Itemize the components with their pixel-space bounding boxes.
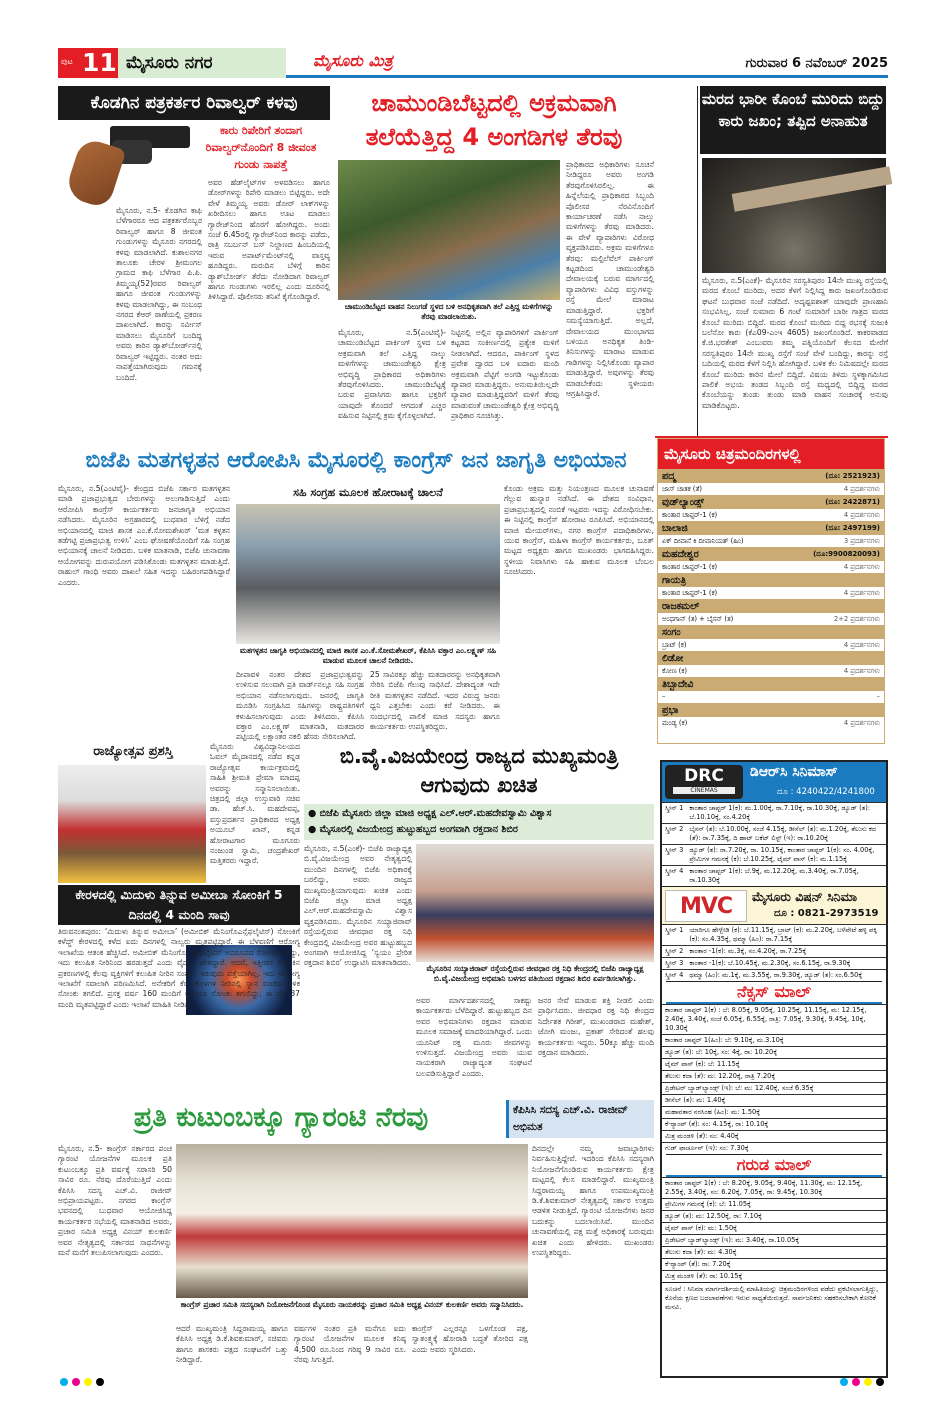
mall-row [662, 1119, 886, 1131]
mall-row [662, 1083, 886, 1095]
headline: ಪ್ರತಿ ಕುಟುಂಬಕ್ಕೂ ಗ್ಯಾರಂಟಿ ನೆರವು [133, 1102, 429, 1133]
show-count: 4 ಪ್ರದರ್ಶನಗಳು [781, 717, 884, 729]
mall-row [662, 1199, 886, 1211]
signature-campaign-photo [236, 504, 500, 644]
cinema-guide-note: ಸೂಚನೆ : ಸಿನಿಮಾ ಮಾರ್ಗದರ್ಶಿಯಲ್ಲಿ ಮಾಹಿತಿಯನ್ನು ಚಿತ್ರಮಂದಿರಗಳಿಂದ ಪಡೆದು ಪ್ರಕಟಿಸಲಾಗುತ್ತಿದ್ದು, ಕೊನೆಯ ಕ್ಷಣದ ಬದಲಾವಣೆಗಳು ಇರುವ ಸಾಧ್ಯತೆಯಿರುತ್ತದೆ. ಸಾರ್ವಜನಿಕರು ಸಹಕರಿಸಬೇಕಾಗಿ ಕೋರಿಕೆ ಮನವಿ. [662, 1282, 886, 1314]
article-body: ಮೈಸೂರು, ನ.5(ಎಂಕೆ)- ಮೈಸೂರಿನ ಸರಸ್ವತಿಪುರಂ 14ನೇ ಮುಖ್ಯ ರಸ್ತೆಯಲ್ಲಿ ಮರದ ಕೊಂಬೆ ಮುರಿದು, ಅದರ ಕೆಳಗೆ ನಿಲ್ಲಿಸಿದ್ದ ಕಾರು ಜಖಂಗೊಂಡಿರುವ ಘಟನೆ ಬುಧವಾರ ಸಂಜೆ ನಡೆದಿದೆ. ಅದೃಷ್ಟವಶಾತ್ ಯಾವುದೇ ಪ್ರಾಣಹಾನಿ ಸಂಭವಿಸಿಲ್ಲ. ಸಂಜೆ ಸುಮಾರು 6 ಗಂಟೆ ಸುಮಾರಿಗೆ ಬಾರೀ ಗಾತ್ರದ ಮರದ ಕೊಂಬೆ ಮುರಿದು ಬಿದ್ದಿದೆ. ಮರದ ಕೊಂಬೆ ಮುರಿದು ಬಿದ್ದ ರಭಸಕ್ಕೆ ಸುಜುಕಿ ಬಲೆನೋ ಕಾರು (ಕೆಎ09-ಎಂಇ 4605) ಜಖಂಗೊಂಡಿದೆ. ಕಾಕರವಾಡದ ಕೆ.ಜಿ.ಭರತೇಶ್ ಎಂಬುವರು ತಮ್ಮ ಪತ್ನಿಯೊಂದಿಗೆ ಕೆಲಸದ ಮೇರೆಗೆ ಸರಸ್ವತಿಪುರಂ 14ನೇ ಮುಖ್ಯ ರಸ್ತೆಗೆ ಸಂಜೆ ವೇಳೆ ಬಂದಿದ್ದು, ಕಾರನ್ನು ರಸ್ತೆ ಬದಿಯಲ್ಲಿ ಮರದ ಕೆಳಗೆ ನಿಲ್ಲಿಸಿ ಹೋಗಿದ್ದಾರೆ. ಬಳಿಕ ಕೆಲ ನಿಮಿಷದಲ್ಲೇ ಮರದ ಕೊಂಬೆ ಮುರಿದು ಕಾರಿನ ಮೇಲೆ ಬಿದ್ದಿದೆ. ವಿಷಯ ತಿಳಿದು ಸ್ಥಳಕ್ಕಾಗಮಿಸಿದ ಪಾಲಿಕೆ ಅಭಯ ತಂಡದ ಸಿಬ್ಬಂದಿ ರಸ್ತೆ ಮಧ್ಯದಲ್ಲಿ ಬಿದ್ದಿದ್ದ ಮರದ ಕೊಂಬೆಯನ್ನು ತುಂಡು ತುಂಡು ಮಾಡಿ ವಾಹನ ಸಂಚಾರಕ್ಕೆ ಅನುವು ಮಾಡಿಕೊಟ್ಟರು. [702, 276, 888, 410]
article-body-col3: ಜನರ ಸೇವೆ ಮಾಡುವ ಶಕ್ತಿ ನೀಡಲಿ ಎಂದು ಪ್ರಾರ್ಥಿಸಿದರು. ಜೀವಧಾರ ರಕ್ತ ನಿಧಿ ಕೇಂದ್ರದ ನಿರ್ದೇಶಕ ಗಿರೀಶ್, ಮುಖಂಡರಾದ ಮಹೇಶ್, ಜೋಗಿ ಮಂಜು, ಪ್ರಕಾಶ್ ಸೇರಿದಂತೆ ಹಲವು ಕಾರ್ಯಕರ್ತರು ಇದ್ದರು. 50ಕ್ಕೂ ಹೆಚ್ಚು ಮಂದಿ ರಕ್ತದಾನ ಮಾಡಿದರು. [538, 996, 654, 1058]
photo-caption: ಕಾಂಗ್ರೆಸ್ ಪ್ರಚಾರ ಸಮಿತಿ ಸದಸ್ಯರಾಗಿ ನಿಯೋಜನೆಗೊಂಡ ಮೈಸೂರು ನಾಯಕರನ್ನು ಪ್ರಚಾರ ಸಮಿತಿ ಅಧ್ಯಕ್ಷ ವಿನಯ್ ಕುಲಕರ್ಣಿ ಅವರು ಸನ್ಮಾನಿಸಿದರು. [180, 1300, 524, 1309]
article-body-col1: ಮೈಸೂರು, ನ.5- ಕಾಂಗ್ರೆಸ್ ಸರ್ಕಾರದ ಪಂಚ ಗ್ಯಾರಂಟಿ ಯೋಜನೆಗಳ ಮೂಲಕ ಪ್ರತಿ ಕುಟುಂಬಕ್ಕೂ ಪ್ರತಿ ವರ್ಷಕ್ಕೆ ಸರಾಸರಿ 50 ಸಾವಿರ ರೂ. ನೆರವು ದೊರೆಯುತ್ತಿದೆ ಎಂದು ಕೆಪಿಸಿಸಿ ಸದಸ್ಯ ಎಚ್.ವಿ. ರಾಜೀವ್ ಅಭಿಪ್ರಾಯಪಟ್ಟರು. ನಗರದ ಕಾಂಗ್ರೆಸ್ ಭವನದಲ್ಲಿ ಬುಧವಾರ ಆಯೋಜಿಸಿದ್ದ ಕಾರ್ಯಕರ್ತರ ಸಭೆಯಲ್ಲಿ ಮಾತನಾಡಿದ ಅವರು, ಪ್ರಚಾರ ಸಮಿತಿ ಅಧ್ಯಕ್ಷ ವಿನಯ್ ಕುಲಕರ್ಣಿ ಅವರ ನೇತೃತ್ವದಲ್ಲಿ ಸರ್ಕಾರದ ಸಾಧನೆಗಳನ್ನು ಮನೆ ಮನೆಗೆ ತಲುಪಿಸಲಾಗುವುದು ಎಂದರು. [58, 1144, 172, 1258]
article-body-col2: ಅವರ ಹೆಡ್‌ಲೈಟ್‌ಗಳ ಅಳವಡಿಸಲು ಹಾಗೂ ಡೋರ್‌ಗಳನ್ನು ರಿಪೇರಿ ಮಾಡಲು ಬಿಟ್ಟಿದ್ದರು. ಅದೇ ವೇಳೆ ತಿಮ್ಮಯ್ಯ ಅವರು ಡೋರ್ ಲಾಕ್‌ಗಳನ್ನು ಖರೀದಿಸಲು ಹಾಗೂ ಊಟ ಮಾಡಲು ಗ್ಯಾರೇಜ್‌ನಿಂದ ಹೊರಗೆ ಹೋಗಿದ್ದರು. ಅಂದು ಸಂಜೆ 6.45ರಲ್ಲಿ ಗ್ಯಾರೇಜ್‌ನಿಂದ ಕಾರನ್ನು ಪಡೆದು, ರಾತ್ರಿ ಸಬರ್ಬನ್ ಬಸ್ ನಿಲ್ದಾಣದ ಹಿಂಬದಿಯಲ್ಲಿ ಇರುವ ಅಪಾರ್ಟ್‌ಮೆಂಟ್‌ನಲ್ಲಿ ವಾಸ್ತವ್ಯ ಹೂಡಿದ್ದರು. ಮರುದಿನ ಬೆಳಿಗ್ಗೆ ಕಾರಿನ ಡ್ಯಾಶ್‌ಬೋರ್ಡ್ ತೆರೆದು ನೋಡಿದಾಗ ರಿವಾಲ್ವರ್ ಹಾಗೂ ಗುಂಡುಗಳು ಇರಲಿಲ್ಲ ಎಂದು ದೂರಿನಲ್ಲಿ ತಿಳಿಸಿದ್ದಾರೆ. ಪೊಲೀಸರು ತನಿಖೆ ಕೈಗೊಂಡಿದ್ದಾರೆ. [208, 178, 330, 302]
mall-row [662, 1235, 886, 1247]
film-title: ಏಕ್ ದೀವಾನೆ ಕಿ ದೀವಾನಿಯತ್ (ಹಿಂ) [658, 535, 781, 547]
photo-caption: ಮತಗಳ್ಳತನ ಜಾಗೃತಿ ಅಭಿಯಾನದಲ್ಲಿ ಮಾಜಿ ಶಾಸಕ ಎಂ.ಕೆ.ಸೋಮಶೇಖರ್, ಕೆಪಿಸಿಸಿ ವಕ್ತಾರ ಎಂ.ಲಕ್ಷ್ಮಣ್ ಸಹಿ ಮಾಡುವ ಮೂಲಕ ಚಾಲನೆ ನೀಡಿದರು. [239, 646, 497, 665]
film-title: ಮಂಡ್ಯ (ಕ) [658, 717, 781, 729]
article-body-col1: ಮೈಸೂರು, ನ.5- ಕೊಡಗಿನ ಕಾಫಿ ಬೆಳೆಗಾರರೂ ಆದ ಪತ್ರಕರ್ತರೊಬ್ಬರ ರಿವಾಲ್ವರ್ ಹಾಗೂ 8 ಜೀವಂತ ಗುಂಡುಗಳನ್ನು ಮೈಸೂರು ನಗರದಲ್ಲಿ ಕಳವು ಮಾಡಲಾಗಿದೆ. ಕುಶಾಲನಗರ ತಾಲೂಕು ಚೇರಳ ಶ್ರೀಮಂಗಲ ಗ್ರಾಮದ ಕಾಫಿ ಬೆಳೆಗಾರ ಪಿ.ಪಿ. ತಿಮ್ಮಯ್ಯ(52)ರವರ ರಿವಾಲ್ವರ್ ಹಾಗೂ ಜೀವಂತ ಗುಂಡುಗಳನ್ನು ಕಳವು ಮಾಡಲಾಗಿದ್ದು, ಈ ಸಂಬಂಧ ನಗರದ ಕೆಆರ್ ಠಾಣೆಯಲ್ಲಿ ಪ್ರಕರಣ ದಾಖಲಾಗಿದೆ. ಕಾರನ್ನು ಸರ್ವೀಸ್ ಮಾಡಿಸಲು ಮೈಸೂರಿಗೆ ಬಂದಿದ್ದ ಅವರು ಕಾರಿನ ಡ್ಯಾಶ್‌ಬೋರ್ಡ್‌ನಲ್ಲಿ ರಿವಾಲ್ವರ್ ಇಟ್ಟಿದ್ದರು. ನಂತರ ಅದು ನಾಪತ್ತೆಯಾಗಿರುವುದು ಗಮನಕ್ಕೆ ಬಂದಿದೆ. [116, 206, 202, 382]
theatre-show-row [658, 535, 884, 547]
revolver-photo [62, 122, 194, 206]
section-name: ಮೈಸೂರು ನಗರ [118, 48, 286, 78]
film-title: ಕೋಣ (ಕ) [658, 665, 781, 677]
screen-number: ಸ್ಕ್ರೀನ್ 4 [662, 866, 686, 887]
mall-showtimes: ಡ್ಯೂಡ್ (ತ): ಬೆ: 10ಕ್ಕೆ, ಸಂ: 4ಕ್ಕೆ, ರಾ: 10.20ಕ್ಕೆ [662, 1047, 886, 1059]
drc-title: ಡಿಆರ್‌ಸಿ ಸಿನಿಮಾಸ್ [750, 764, 838, 780]
mall-row [662, 1047, 886, 1059]
screen-number: ಸ್ಕ್ರೀನ್ 1 [662, 803, 686, 824]
header-rule [286, 75, 888, 78]
mall-showtimes: ಪ್ರಿಡೇಟರ್ ಬ್ಯಾಡ್‌ಲ್ಯಾಂಡ್ಸ್ (ಇ): ಮ: 3.40ಕ್ಕೆ, ರಾ.10.05ಕ್ಕೆ [662, 1235, 886, 1247]
theatre-name: ಪ್ರಭಾ [658, 703, 781, 717]
screen-showtimes: ಥಮ್ಮಾ (ಹಿಂ): ಮ.1ಕ್ಕೆ, ಮ.3.55ಕ್ಕೆ, ರಾ.9.30ಕ್ಕೆ, ಡ್ಯೂಡ್ (ತ): ಸಂ.6.50ಕ್ಕೆ [686, 970, 886, 982]
theatre-show-row [658, 613, 884, 625]
film-title: ಜಾಸ್ ಚಾತಕ (ತೆ) [658, 483, 781, 495]
article-congress-campaign [58, 442, 654, 742]
mall-row [662, 1005, 886, 1035]
drc-phone: ದೂ : 4240422/4241800 [777, 787, 875, 797]
theatre-name: ಲಿಡೋ [658, 651, 781, 665]
gun-grip [64, 136, 127, 209]
theatre-phone: (ದೂ: 2521923) [781, 469, 884, 483]
bullet-item: ● ಮೈಸೂರಲ್ಲಿ ವಿಜಯೇಂದ್ರ ಹುಟ್ಟುಹಬ್ಬದ ಅಂಗವಾಗಿ ರಕ್ತದಾನ ಶಿಬಿರ [308, 824, 518, 835]
article-body: ಮೈಸೂರು ವಿಶ್ವವಿದ್ಯಾನಿಲಯದ ಓವಲ್ ಮೈದಾನದಲ್ಲಿ ನಡೆದ ಕನ್ನಡ ರಾಜ್ಯೋತ್ಸವ ಕಾರ್ಯಕ್ರಮದಲ್ಲಿ ಸಾಹಿತಿ ಶ್ರೀಮತಿ ಪ್ರೇಮಾ ಮಾದಪ್ಪ ಅವರನ್ನು ಸನ್ಮಾನಿಸಲಾಯಿತು. ಚಿತ್ರದಲ್ಲಿ ಜಿಲ್ಲಾ ಉಸ್ತುವಾರಿ ಸಚಿವ ಡಾ. ಹೆಚ್.ಸಿ. ಮಹದೇವಪ್ಪ, ವಸ್ತುಪ್ರದರ್ಶನ ಪ್ರಾಧಿಕಾರದ ಅಧ್ಯಕ್ಷ ಅಯೂಬ್ ಖಾನ್, ಕನ್ನಡ ಹೋರಾಟಗಾರ ಮೂಗೂರು ನಂಜುಂಡ ಸ್ವಾಮಿ, ಚಂದ್ರಶೇಖರ್ ಮತ್ತಿತರರು ಇದ್ದಾರೆ. [210, 742, 300, 866]
theatre-row [658, 599, 884, 613]
felicitation-photo [176, 1144, 528, 1298]
mall-row [662, 1071, 886, 1083]
mall-showtimes: ತೆಲುಸು ಕದಾ (ತೆ): ಮ: 4.30ಕ್ಕೆ [662, 1247, 886, 1259]
newspaper-logo: ಮೈಸೂರು ಮಿತ್ರ [313, 51, 393, 70]
theatre-row [658, 573, 884, 587]
article-body-col5: ಕಾಂಗ್ರೆಸ್ ಎಲ್ಲರನ್ನೂ ಒಳಗೊಂಡ ಪಕ್ಷ, ಸ್ವಾತಂತ್ರ್ಯಕ್ಕೆ ಹೋರಾಡಿ ಬದ್ಧತೆ ತೋರಿದ ಪಕ್ಷ ಎಂದು ಅವರು ಸ್ಮರಿಸಿದರು. [412, 1324, 528, 1354]
screen-showtimes: ಯಾರಿಗೂ ಹೇಳ್ಬೇಡಿ (ಕ): ಬೆ.11.15ಕ್ಕೆ, ಬ್ರಾಟ್ (ಕ): ಮ.2.20ಕ್ಕೆ, ಬಳೆಪೇಟೆ ಹಳ್ಳಿ ಪಕ್ಕಿ (ಕ): ಸಂ.4.35ಕ್ಕೆ, ಥಮ್ಮಾ (ಹಿಂ): ರಾ.7.15ಕ್ಕೆ [686, 925, 886, 946]
subheadline: ಸಹಿ ಸಂಗ್ರಹ ಮೂಲಕ ಹೋರಾಟಕ್ಕೆ ಚಾಲನೆ [293, 486, 443, 499]
mall-row [662, 1247, 886, 1259]
blood-donation-photo [416, 844, 654, 962]
show-count: 3 ಪ್ರದರ್ಶನಗಳು [781, 535, 884, 547]
theatre-name: ಗಾಯತ್ರಿ [658, 573, 781, 587]
film-title: – [658, 691, 781, 703]
mall-showtimes: ಮಹಾವತಾರ ನರಸಿಂಹ (ಹಿಂ): ಮ: 1.50ಕ್ಕೆ [662, 1107, 886, 1119]
mall-showtimes: ಡ್ಯೂಡ್ (ತ): ಮ: 12.50ಕ್ಕೆ, ರಾ: 7.10ಕ್ಕೆ [662, 1211, 886, 1223]
drc-header [662, 762, 886, 802]
theatre-row [658, 703, 884, 717]
show-count: 4 ಪ್ರದರ್ಶನಗಳು [781, 509, 884, 521]
mall-row [662, 1259, 886, 1271]
nexus-title: ನೆಕ್ಸಸ್ ಮಾಲ್ [666, 981, 882, 1004]
screen-showtimes: ಕಾಂತಾರ -1(ಕ): ಮ.3ಕ್ಕೆ, ಸಂ.4.20ಕ್ಕೆ, ರಾ.7.25ಕ್ಕೆ [686, 946, 886, 958]
theatre-show-row [658, 587, 884, 599]
mall-showtimes: ಪ್ರಿಡೇಟರ್ ಬ್ಯಾಡ್‌ಲ್ಯಾಂಡ್ಸ್ (ಇ): ಬೆ: ಮ: 12.40ಕ್ಕೆ, ಸಂಜೆ 6.35ಕ್ಕೆ [662, 1083, 886, 1095]
shops-demolition-photo [338, 160, 560, 300]
photo-caption: ಮೈಸೂರಿನ ಸಯ್ಯಾಜಿರಾವ್ ರಸ್ತೆಯಲ್ಲಿರುವ ಜೀವಧಾರ ರಕ್ತ ನಿಧಿ ಕೇಂದ್ರದಲ್ಲಿ ಬಿಜೆಪಿ ರಾಜ್ಯಾಧ್ಯಕ್ಷ ಬಿ.ವೈ.ವಿಜಯೇಂದ್ರ ಅಭಿಮಾನಿ ಬಳಗದ ವತಿಯಿಂದ ರಕ್ತದಾನ ಶಿಬಿರ ಏರ್ಪಡಿಸಲಾಗಿತ್ತು. [426, 964, 644, 983]
article-body-col3: 25 ಸಾವಿರಕ್ಕೂ ಹೆಚ್ಚು ಮತದಾರರನ್ನು ಅನಧಿಕೃತವಾಗಿ ಸೇರಿಸಿ ಬಿಜೆಪಿ ಗೆಲುವು ಸಾಧಿಸಿದೆ. ದೇಶಾದ್ಯಂತ ಇದೇ ರೀತಿ ಮತಗಳ್ಳತನ ನಡೆದಿದೆ. ಇದರ ವಿರುದ್ಧ ಜನರು ಧ್ವನಿ ಎತ್ತಬೇಕು ಎಂದು ಕರೆ ನೀಡಿದರು. ಈ ಸಂದರ್ಭದಲ್ಲಿ ಪಾಲಿಕೆ ಮಾಜಿ ಸದಸ್ಯರು ಹಾಗೂ ಕಾರ್ಯಕರ್ತರು ಉಪಸ್ಥಿತರಿದ್ದರು. [370, 670, 500, 732]
mall-showtimes: ಮಿತ್ರ ಮಂಡಳಿ (ತೆ): ರಾ: 10.15ಕ್ಕೆ [662, 1271, 886, 1283]
theatre-row [658, 677, 884, 691]
screen-row [662, 958, 886, 970]
page-number-box [58, 48, 118, 78]
theatre-row [658, 625, 884, 639]
headline: ಬಿ.ವೈ.ವಿಜಯೇಂದ್ರ ರಾಜ್ಯದ ಮುಖ್ಯಮಂತ್ರಿ ಆಗುವುದು ಖಚಿತ [339, 744, 619, 797]
issue-date: ಗುರುವಾರ 6 ನವೆಂಬರ್ 2025 [745, 56, 888, 71]
theatre-phone [781, 651, 884, 665]
mall-showtimes: ಟೈಮ್ ಪಾಸ್ (ಕ): ಮ: 1.50ಕ್ಕೆ [662, 1223, 886, 1235]
screen-number: ಸ್ಕ್ರೀನ್ 3 [662, 958, 686, 970]
article-vijayendra [304, 742, 654, 1090]
theatre-phone: (ದೂ: 2497199) [781, 521, 884, 535]
theatre-name: ವುಡ್‌ಲ್ಯಾಂಡ್ಸ್ [658, 495, 781, 509]
theatre-show-row [658, 483, 884, 495]
article-tree-fall [700, 86, 888, 436]
article-chamundi [334, 86, 654, 436]
drc-logo-sub: CINEMAS [673, 787, 735, 794]
article-body-col1: ಮೈಸೂರು, ನ.5(ಎಂಟಿವೈ)- ಕೇಂದ್ರದ ಬಿಜೆಪಿ ಸರ್ಕಾರ ಮತಗಳ್ಳತನ ಮಾಡಿ ಪ್ರಜಾಪ್ರಭುತ್ವದ ಬೇರುಗಳನ್ನು ಅಲುಗಾಡಿಸುತ್ತಿದೆ ಎಂದು ಆರೋಪಿಸಿ ಕಾಂಗ್ರೆಸ್ ಕಾರ್ಯಕರ್ತರು ಜನಜಾಗೃತಿ ಅಭಿಯಾನ ನಡೆಸಿದರು. ಮೈಸೂರಿನ ಅಗ್ರಹಾರದಲ್ಲಿ ಬುಧವಾರ ಬೆಳಿಗ್ಗೆ ನಡೆದ ಅಭಿಯಾನದಲ್ಲಿ ಮಾಜಿ ಶಾಸಕ ಎಂ.ಕೆ.ಸೋಮಶೇಖರ್ ‘ಮತ ಕಳ್ಳತನ ತಡೆಗಟ್ಟಿ ಪ್ರಜಾಪ್ರಭುತ್ವ ಉಳಿಸಿ’ ಎಂಬ ಘೋಷಣೆಯೊಂದಿಗೆ ಸಹಿ ಸಂಗ್ರಹ ಅಭಿಯಾನಕ್ಕೆ ಚಾಲನೆ ನೀಡಿದರು. ಬಳಿಕ ಮಾತನಾಡಿ, ಬಿಜೆಪಿ ಚುನಾವಣಾ ಆಯೋಗವನ್ನು ದುರುಪಯೋಗ ಪಡಿಸಿಕೊಂಡು ಮತಗಳ್ಳತನ ಮಾಡುತ್ತಿದೆ. ರಾಹುಲ್ ಗಾಂಧಿ ಅವರು ದಾಖಲೆ ಸಹಿತ ಇದನ್ನು ಬಹಿರಂಗಪಡಿಸಿದ್ದಾರೆ ಎಂದರು. [58, 484, 230, 587]
theatre-show-row [658, 717, 884, 729]
show-count: 4 ಪ್ರದರ್ಶನಗಳು [781, 639, 884, 651]
article-revolver [58, 86, 330, 436]
headline: ಕೇರಳದಲ್ಲಿ ಮಿದುಳು ತಿನ್ನುವ ಅಮೀಬಾ ಸೋಂಕಿಗೆ 5 ದಿನದಲ್ಲಿ 4 ಮಂದಿ ಸಾವು [58, 885, 300, 925]
headline: ಕೊಡಗಿನ ಪತ್ರಕರ್ತರ ರಿವಾಲ್ವರ್ ಕಳವು [58, 86, 330, 120]
cinema-guide [660, 760, 888, 1378]
article-body-col2: ನಿಟ್ಟಿನಲ್ಲಿ ಅಲ್ಲಿನ ವ್ಯಾಪಾರಿಗಳಿಗೆ ಪಾರ್ಕಿಂಗ್ ಕಟ್ಟಡದ ಸಂಕೀರ್ಣದಲ್ಲಿ ಪ್ರತ್ಯೇಕ ಮಳಿಗೆ ನೀಡಲಾಗಿದೆ. ಆದರೂ, ಪಾರ್ಕಿಂಗ್ ಸ್ಥಳದ ಪ್ರವೇಶ ದ್ವಾರದ ಬಳಿ ಐದಾರು ಮಂದಿ ಅಕ್ರಮವಾಗಿ ಪೆಟ್ಟಿಗೆ ಅಂಗಡಿ ಇಟ್ಟುಕೊಂಡು ವ್ಯಾಪಾರ ಮಾಡುತ್ತಿದ್ದರು. ಅನುಮತಿಯಿಲ್ಲದೇ ವ್ಯಾಪಾರ ಮಾಡುತ್ತಿದ್ದವರಿಗೆ ಮಳಿಗೆ ತೆರವು ಮಾಡುವಂತೆ ಚಾಮುಂಡೇಶ್ವರಿ ಕ್ಷೇತ್ರ ಅಭಿವೃದ್ಧಿ ಪ್ರಾಧಿಕಾರ ಸೂಚಿಸಿತ್ತು. [451, 328, 559, 421]
photo-caption: ಚಾಮುಂಡಿಬೆಟ್ಟದ ವಾಹನ ನಿಲುಗಡೆ ಸ್ಥಳದ ಬಳಿ ಅನಧಿಕೃತವಾಗಿ ತಲೆ ಎತ್ತಿದ್ದ ಮಳಿಗೆಗಳನ್ನು ತೆರವು ಮಾಡಲಾಯಿತು. [344, 302, 554, 321]
mall-showtimes: ಪ್ರೇಮಿಗಳ ಗಮನಕ್ಕೆ (ಕ): ಬೆ: 11.05ಕ್ಕೆ [662, 1199, 886, 1211]
theatre-show-row [658, 691, 884, 703]
screen-row [662, 970, 886, 982]
mall-row [662, 1178, 886, 1199]
film-title: ಬ್ರಾಟ್ (ಕ) [658, 639, 781, 651]
theatre-phone [781, 703, 884, 717]
headline: ರಾಜ್ಯೋತ್ಸವ ಪ್ರಶಸ್ತಿ [93, 744, 173, 759]
article-rajyotsava [58, 740, 300, 885]
column-rule [697, 86, 698, 436]
mall-row [662, 1095, 886, 1107]
theatre-table [658, 469, 884, 729]
registration-dot-magenta [72, 1378, 80, 1386]
registration-dot-cyan [60, 1378, 68, 1386]
page-prefix: ಪುಟ [61, 57, 73, 66]
article-body-col1: ಮೈಸೂರು, ನ.5(ಎಂಟಿವೈ)- ಚಾಮುಂಡಿಬೆಟ್ಟದ ಪಾರ್ಕಿಂಗ್ ಸ್ಥಳದ ಬಳಿ ಅಕ್ರಮವಾಗಿ ತಲೆ ಎತ್ತಿದ್ದ ನಾಲ್ಕು ಮಳಿಗೆಗಳನ್ನು ಚಾಮುಂಡೇಶ್ವರಿ ಕ್ಷೇತ್ರ ಅಭಿವೃದ್ಧಿ ಪ್ರಾಧಿಕಾರದ ಅಧಿಕಾರಿಗಳು ತೆರವುಗೊಳಿಸಿದರು. ಚಾಮುಂಡಿಬೆಟ್ಟಕ್ಕೆ ಬರುವ ಪ್ರವಾಸಿಗರು ಹಾಗೂ ಭಕ್ತರಿಗೆ ಯಾವುದೇ ತೊಂದರೆ ಆಗದಂತೆ ಎಚ್ಚರ ವಹಿಸುವ ನಿಟ್ಟಿನಲ್ಲಿ ಕ್ರಮ ಕೈಗೊಳ್ಳಲಾಗಿದೆ. [338, 328, 446, 421]
screen-number: ಸ್ಕ್ರೀನ್ 3 [662, 845, 686, 866]
theatre-phone [781, 677, 884, 691]
article-body-col2: ದೀಪಾವಳಿ ನಂತರ ದೇಶದ ಪ್ರಜಾಪ್ರಭುತ್ವವನ್ನು ಉಳಿಸುವ ಸಲುವಾಗಿ ಪ್ರತಿ ವಾರ್ಡ್‌ನಲ್ಲೂ ಸಹಿ ಸಂಗ್ರಹ ಅಭಿಯಾನ ನಡೆಸಲಾಗುವುದು. ಜನರಲ್ಲಿ ಜಾಗೃತಿ ಮೂಡಿಸಿ ಸಂಗ್ರಹಿಸಿದ ಸಹಿಗಳನ್ನು ರಾಷ್ಟ್ರಪತಿಗಳಿಗೆ ಕಳುಹಿಸಲಾಗುವುದು ಎಂದು ತಿಳಿಸಿದರು. ಕೆಪಿಸಿಸಿ ವಕ್ತಾರ ಎಂ.ಲಕ್ಷ್ಮಣ್ ಮಾತನಾಡಿ, ಮತದಾರರ ಪಟ್ಟಿಯಲ್ಲಿ ಲಕ್ಷಾಂತರ ನಕಲಿ ಹೆಸರು ಸೇರಿಸಲಾಗಿದೆ. [236, 670, 364, 742]
fallen-branch [732, 166, 893, 212]
mvc-phone: ದೂ : 0821-2973519 [774, 908, 879, 919]
theatre-row [658, 547, 884, 561]
headline: ಬಿಜೆಪಿ ಮತಗಳ್ಳತನ ಆರೋಪಿಸಿ ಮೈಸೂರಲ್ಲಿ ಕಾಂಗ್ರೆಸ್ ಜನ ಜಾಗೃತಿ ಅಭಿಯಾನ [85, 448, 627, 473]
theatre-show-row [658, 561, 884, 573]
theatre-show-row [658, 509, 884, 521]
mvc-logo: MVC [665, 890, 747, 922]
article-body-col3: ಆದರೆ ಮುಖ್ಯಮಂತ್ರಿ ಸಿದ್ದರಾಮಯ್ಯ ಹಾಗೂ ಕೆಪಿಸಿಸಿ ಅಧ್ಯಕ್ಷ ಡಿ.ಕೆ.ಶಿವಕುಮಾರ್, ಸಚಿವರು ಹಾಗೂ ಶಾಸಕರು ಪಕ್ಷದ ಸಂಘಟನೆಗೆ ಒತ್ತು ನೀಡಿದ್ದಾರೆ. [176, 1324, 288, 1365]
theatre-show-row [658, 639, 884, 651]
bullet-box [304, 804, 654, 840]
garuda-listings [662, 1177, 886, 1282]
article-body-col2: ಅವರ ಮಾರ್ಗದರ್ಶನದಲ್ಲಿ ಸಾಕಷ್ಟು ಕಾರ್ಯಕರ್ತರು ಬೆಳೆದಿದ್ದಾರೆ. ಹುಟ್ಟುಹಬ್ಬದ ದಿನ ಅವರ ಅಭಿಮಾನಿಗಳು ರಕ್ತದಾನ ಮಾಡುವ ಮೂಲಕ ಸಮಾಜಕ್ಕೆ ಮಾದರಿಯಾಗಿದ್ದಾರೆ. ಒಂದು ಯೂನಿಟ್ ರಕ್ತ ಮೂರು ಜೀವಗಳನ್ನು ಉಳಿಸುತ್ತದೆ. ವಿಜಯೇಂದ್ರ ಅವರು ಯುವ ನಾಯಕರಾಗಿ ರಾಜ್ಯಾದ್ಯಂತ ಸಂಘಟನೆ ಬಲಪಡಿಸುತ್ತಿದ್ದಾರೆ ಎಂದರು. [416, 996, 532, 1078]
drc-screens [662, 802, 886, 886]
screen-number: ಸ್ಕ್ರೀನ್ 4 [662, 970, 686, 982]
article-body-col1: ಮೈಸೂರು, ನ.5(ಎಂಕೆ)- ಬಿಜೆಪಿ ರಾಜ್ಯಾಧ್ಯಕ್ಷ ಬಿ.ವೈ.ವಿಜಯೇಂದ್ರ ಅವರ ನೇತೃತ್ವದಲ್ಲಿ ಮುಂದಿನ ದಿನಗಳಲ್ಲಿ ಬಿಜೆಪಿ ಅಧಿಕಾರಕ್ಕೆ ಬರಲಿದ್ದು, ಅವರು ರಾಜ್ಯದ ಮುಖ್ಯಮಂತ್ರಿಯಾಗುವುದು ಖಚಿತ ಎಂದು ಬಿಜೆಪಿ ಜಿಲ್ಲಾ ಮಾಜಿ ಅಧ್ಯಕ್ಷ ಎಲ್.ಆರ್.ಮಹದೇವಸ್ವಾಮಿ ವಿಶ್ವಾಸ ವ್ಯಕ್ತಪಡಿಸಿದರು. ಮೈಸೂರಿನ ಸಯ್ಯಾಜಿರಾವ್ ರಸ್ತೆಯಲ್ಲಿರುವ ಜೀವಧಾರ ರಕ್ತ ನಿಧಿ ಕೇಂದ್ರದಲ್ಲಿ ವಿಜಯೇಂದ್ರ ಅವರ ಹುಟ್ಟುಹಬ್ಬದ ಅಂಗವಾಗಿ ಆಯೋಜಿಸಿದ್ದ ‘ಸ್ವಯಂ ಪ್ರೇರಿತ ರಕ್ತದಾನ ಶಿಬಿರ’ ಉದ್ಘಾಟಿಸಿ ಮಾತನಾಡಿದರು. [304, 844, 412, 968]
registration-dot-cyan [840, 1378, 848, 1386]
mall-row [662, 1211, 886, 1223]
theatre-show-row [658, 665, 884, 677]
mall-row [662, 1131, 886, 1143]
mall-showtimes: ಮಿತ್ರ ಮಂಡಳಿ (ತೆ): ಸಂ: 4.40ಕ್ಕೆ [662, 1131, 886, 1143]
theatre-phone: (ದೂ:9900820093) [781, 547, 884, 561]
mall-row [662, 1271, 886, 1283]
page-number: 11 [82, 48, 117, 77]
mall-showtimes: ಕಾಂತಾರ ಚಾಪ್ಟರ್ 1(ಕ) : ಬೆ: 8.20ಕ್ಕೆ, 9.05ಕ್ಕೆ, 9.40ಕ್ಕೆ, 11.30ಕ್ಕೆ, ಮ: 12.15ಕ್ಕೆ, 2.55ಕ್ಕೆ, 3.40ಕ್ಕೆ, ಸಂ: 6.20ಕ್ಕೆ, 7.05ಕ್ಕೆ, ರಾ: 9.45ಕ್ಕೆ, 10.30ಕ್ಕೆ [662, 1178, 886, 1199]
headline: ಚಾಮುಂಡಿಬೆಟ್ಟದಲ್ಲಿ ಅಕ್ರಮವಾಗಿ ತಲೆಯೆತ್ತಿದ್ದ 4 ಅಂಗಡಿಗಳ ತೆರವು [365, 89, 623, 151]
article-body-col4: ಕೊಂಡು ಅಕ್ರಮ ಮತ್ತು ನಿಯಂತ್ರಣದ ಮೂಲಕ ಚುನಾವಣೆ ಗೆಲ್ಲುವ ಹುನ್ನಾರ ನಡೆಸಿದೆ. ಈ ದೇಶದ ಸಂವಿಧಾನ, ಪ್ರಜಾಪ್ರಭುತ್ವದಲ್ಲಿ ನಂಬಿಕೆ ಇಟ್ಟವರು ಇದನ್ನು ವಿರೋಧಿಸಬೇಕು. ಈ ನಿಟ್ಟಿನಲ್ಲಿ ಕಾಂಗ್ರೆಸ್ ಹೋರಾಟ ರೂಪಿಸಿದೆ. ಅಭಿಯಾನದಲ್ಲಿ ಮಾಜಿ ಮೇಯರ್‌ಗಳು, ನಗರ ಕಾಂಗ್ರೆಸ್ ಪದಾಧಿಕಾರಿಗಳು, ಯುವ ಕಾಂಗ್ರೆಸ್, ಮಹಿಳಾ ಕಾಂಗ್ರೆಸ್ ಕಾರ್ಯಕರ್ತರು, ಬೂತ್ ಮಟ್ಟದ ಅಧ್ಯಕ್ಷರು ಹಾಗೂ ಮುಖಂಡರು ಭಾಗವಹಿಸಿದ್ದರು. ಸ್ಥಳೀಯ ನಿವಾಸಿಗಳು ಸಹಿ ಹಾಕುವ ಮೂಲಕ ಬೆಂಬಲ ಸೂಚಿಸಿದರು. [504, 484, 654, 577]
registration-dot-magenta [852, 1378, 860, 1386]
film-title: ಕಾಂತಾರ ಚಾಪ್ಟರ್-1 (ಕ) [658, 509, 781, 521]
mall-row [662, 1223, 886, 1235]
damaged-car-photo [702, 158, 886, 273]
article-body: ತಿರುವನಂತಪುರಂ: ‘ಮಿದುಳು ತಿನ್ನುವ ಅಮೀಬಾ’ (ಅಮೀಬಿಕ್ ಮೆನಿಂಗೊಎನ್ಸೆಫಲೈಟಿಸ್) ಸೋಂಕಿಗೆ ಕಳೆದ್ಜ್ ಕೇರಳದಲ್ಲಿ ಕಳೆದ ಐದು ದಿನಗಳಲ್ಲಿ ನಾಲ್ವರು ಮೃತಪಟ್ಟಿದ್ದಾರೆ. ಈ ಬೆಳವಣಿಗೆ ಆರೋಗ್ಯ ಇಲಾಖೆಯ ಆತಂಕ ಹೆಚ್ಚಿಸಿದೆ. ಅಮೀಬಿಕ್ ಮೆನಿಂಗೊ ಎನ್ಸೆಫಲೈಟಿಸ್ ಅಪರೂಪದ ಸೋಂಕು ಆಗಿದ್ದು, ಇದು ಕಲುಷಿತ ನೀರಿನಿಂದ ಹರಡುತ್ತದೆ ಎಂದು ವೈದ್ಯರು ಹೇಳಿದ್ದಾರೆ. ಆದರೆ, ಇತ್ತೀಚಿನ ಸೋಂಕಿನ ಪ್ರಕರಣಗಳಲ್ಲಿ ಕೆಲವು ವ್ಯಕ್ತಿಗಳಿಗೆ ಕಲುಷಿತ ನೀರಿನ ಸಂಪರ್ಕ ಇರುವುದು ಪತ್ತೆಯಾಗಿಲ್ಲ. ಇದು ಆರೋಗ್ಯ ಇಲಾಖೆಗೆ ಸವಾಲಾಗಿ ಪರಿಣಮಿಸಿದೆ. ಅನೇಕರಿಗೆ ಕೆರೆ, ಕೊಳಗಳ ನೀರಿನಲ್ಲಿ ಸ್ನಾನ ಮಾಡಿದ ಬಳಿಕ ಸೋಂಕು ತಗಲಿದೆ. ಪ್ರಸಕ್ತ ವರ್ಷ 160 ಮಂದಿಗೆ ಅಮೀಬಾ ಸೋಂಕು ತಗುಲಿದ್ದು, ಈ ಪೈಕಿ 37 ಮಂದಿ ಮೃತಪಟ್ಟಿದ್ದಾರೆ ಎಂದು ಇಲಾಖೆ ಮಾಹಿತಿ ನೀಡಿದೆ. [58, 927, 300, 1009]
theatre-listings [657, 438, 885, 744]
film-title: ಕಾಂತಾರ ಚಾಪ್ಟರ್-1 (ಕ) [658, 561, 781, 573]
mall-showtimes: ಡೀಸೆಲ್ (ತ): ಮ: 1.40ಕ್ಕೆ [662, 1095, 886, 1107]
mall-showtimes: ಕಾಂತಾರ ಚಾಪ್ಟರ್ 1(ಕ) : ಬೆ: 8.05ಕ್ಕೆ, 9.05ಕ್ಕೆ, 10.25ಕ್ಕೆ, 11.15ಕ್ಕೆ, ಮ: 12.15ಕ್ಕೆ, 2.40ಕ್ಕೆ, 3.40ಕ್ಕೆ, ಸಂಜೆ 6.05ಕ್ಕೆ, 6.55ಕ್ಕೆ, ರಾತ್ರಿ: 7.05ಕ್ಕೆ, 9.30ಕ್ಕೆ, 9.45ಕ್ಕೆ, 10ಕ್ಕೆ, 10.30ಕ್ಕೆ [662, 1005, 886, 1035]
headline: ಮರದ ಭಾರೀ ಕೊಂಬೆ ಮುರಿದು ಬಿದ್ದು ಕಾರು ಜಖಂ; ತಪ್ಪಿದ ಅನಾಹುತ [700, 86, 886, 154]
bullet-item: ● ಬಿಜೆಪಿ ಮೈಸೂರು ಜಿಲ್ಲಾ ಮಾಜಿ ಅಧ್ಯಕ್ಷ ಎಲ್.ಆರ್.ಮಹದೇವಸ್ವಾಮಿ ವಿಶ್ವಾಸ [308, 808, 552, 819]
theatre-row [658, 651, 884, 665]
page-header [58, 48, 888, 78]
theatre-phone [781, 625, 884, 639]
nexus-listings [662, 1004, 886, 1154]
registration-dot-yellow [864, 1378, 872, 1386]
screen-showtimes: ಡ್ಯೂಡ್ (ತ): ರಾ.7.20ಕ್ಕೆ, ರಾ. 10.15ಕ್ಕೆ, ಕಾಂತಾರ ಚಾಪ್ಟರ್ 1(ಕ): ಸಂ. 4.00ಕ್ಕೆ, ಪ್ರೇಮಿಗಳ ಗಮನಕ್ಕೆ (ಕ): ಬೆ.10.25ಕ್ಕೆ, ಟೈಮ್ ಪಾಸ್ (ಕ): ಮ.1.15ಕ್ಕೆ [686, 845, 886, 866]
mall-showtimes: ಕಾಂತಾರ ಚಾಪ್ಟರ್ 1(ಹಿಂ): ಬೆ: 9.10ಕ್ಕೆ, ಮ.3.10ಕ್ಕೆ [662, 1035, 886, 1047]
screen-number: ಸ್ಕ್ರೀನ್ 1 [662, 925, 686, 946]
theatre-listings-title: ಮೈಸೂರು ಚಿತ್ರಮಂದಿರಗಳಲ್ಲಿ [658, 439, 884, 469]
mall-showtimes: ಗುಡ್ ಫಾರ್ಚೂನ್ (ಇ): ಸಂ: 7.30ಕ್ಕೆ [662, 1143, 886, 1155]
article-guarantee [58, 1096, 654, 1378]
theatre-phone [781, 599, 884, 613]
theatre-phone [781, 573, 884, 587]
show-count: 4 ಪ್ರದರ್ಶನಗಳು [781, 561, 884, 573]
registration-dot-black [96, 1378, 104, 1386]
show-count: 2+2 ಪ್ರದರ್ಶನಗಳು [781, 613, 884, 625]
theatre-name: ತಿಬ್ಬಾದೇವಿ [658, 677, 781, 691]
theatre-name: ಸಂಗಂ [658, 625, 781, 639]
screen-showtimes: ಕಾಂತಾರ ಚಾಪ್ಟರ್ 1(ಕ): ಬೆ.9ಕ್ಕೆ, ಮ.12.20ಕ್ಕೆ, ಮ.3.40ಕ್ಕೆ, ರಾ.7.05ಕ್ಕೆ, ರಾ.10.30ಕ್ಕೆ [686, 866, 886, 887]
theatre-name: ರಾಜಕಮಲ್ [658, 599, 781, 613]
screen-row [662, 946, 886, 958]
article-amoeba [58, 885, 300, 1090]
screen-showtimes: ಬೈಸನ್ (ತ): ಬೆ.10.00ಕ್ಕೆ, ಸಂಜೆ 4.15ಕ್ಕೆ, ಡೀಸೆಲ್ (ತ): ಮ.1.20ಕ್ಕೆ, ತೆಲುಸು ಕದ (ತೆ): ರಾ.7.35ಕ್ಕೆ, ದಿ ಹಾಟ್ ಬಕೆಟ್ ಲಿಸ್ಟ್ (ಇ): ರಾ.10.20ಕ್ಕೆ [686, 824, 886, 845]
theatre-row [658, 495, 884, 509]
show-count: 4 ಪ್ರದರ್ಶನಗಳು [781, 665, 884, 677]
mall-showtimes: ಕೆ-ರ್‍ಯಾಂಪ್ (ತೆ): ರಾ: 7.20ಕ್ಕೆ [662, 1259, 886, 1271]
screen-number: ಸ್ಕ್ರೀನ್ 2 [662, 946, 686, 958]
mvc-header [662, 886, 886, 924]
mall-showtimes: ತೆಲುಸು ಕದಾ (ತೆ): ಮ: 12.20ಕ್ಕೆ, ರಾತ್ರಿ 7.20ಕ್ಕೆ [662, 1071, 886, 1083]
film-title: ಕಾಂತಾರ ಚಾಪ್ಟರ್-1 (ಕ) [658, 587, 781, 599]
screen-row [662, 866, 886, 887]
garuda-title: ಗರುಡ ಮಾಲ್ [666, 1154, 882, 1177]
mall-showtimes: ಟೈಮ್ ಪಾಸ್ (ಕ): ಬೆ: 11.15ಕ್ಕೆ [662, 1059, 886, 1071]
theatre-phone: (ದೂ: 2422871) [781, 495, 884, 509]
screen-row [662, 824, 886, 845]
bullet-text: ಮೈಸೂರಲ್ಲಿ ವಿಜಯೇಂದ್ರ ಹುಟ್ಟುಹಬ್ಬದ ಅಂಗವಾಗಿ ರಕ್ತದಾನ ಶಿಬಿರ [319, 824, 518, 835]
subheadline: ಕಾರು ರಿಪೇರಿಗೆ ತಂದಾಗ ರಿವಾಲ್ವರ್‌ನೊಂದಿಗೆ 8 ಜೀವಂತ ಗುಂಡು ನಾಪತ್ತೆ [205, 124, 317, 171]
bullet-text: ಬಿಜೆಪಿ ಮೈಸೂರು ಜಿಲ್ಲಾ ಮಾಜಿ ಅಧ್ಯಕ್ಷ ಎಲ್.ಆರ್.ಮಹದೇವಸ್ವಾಮಿ ವಿಶ್ವಾಸ [319, 808, 552, 819]
drc-logo [665, 765, 743, 799]
screen-number: ಸ್ಕ್ರೀನ್ 2 [662, 824, 686, 845]
screen-showtimes: ಕಾಂತಾರ -1(ಕ): ಬೆ.10.45ಕ್ಕೆ, ಮ.2.30ಕ್ಕೆ, ಸಂ.6.15ಕ್ಕೆ, ರಾ.9.30ಕ್ಕೆ [686, 958, 886, 970]
show-count: 4 ಪ್ರದರ್ಶನಗಳು [781, 483, 884, 495]
registration-dot-yellow [84, 1378, 92, 1386]
theatre-row [658, 521, 884, 535]
mvc-screens [662, 924, 886, 981]
mall-row [662, 1143, 886, 1155]
theatre-name: ಬಾಲಾಜಿ [658, 521, 781, 535]
screen-row [662, 803, 886, 824]
article-body-col2: ದಿನದಲ್ಲೇ ನಮ್ಮ ಜವಾಬ್ದಾರಿಗಳು ನಿರ್ವಹಿಸುತ್ತಿದ್ದೇವೆ. ಇದರಿಂದ ಕೆಪಿಸಿಸಿ ಸದಸ್ಯರಾಗಿ ನಿಯೋಜನೆಗೊಂಡಿರುವ ಕಾರ್ಯಕರ್ತರು ಕ್ಷೇತ್ರ ಮಟ್ಟದಲ್ಲಿ ಕೆಲಸ ಮಾಡಲಿದ್ದಾರೆ. ಮುಖ್ಯಮಂತ್ರಿ ಸಿದ್ದರಾಮಯ್ಯ ಹಾಗೂ ಉಪಮುಖ್ಯಮಂತ್ರಿ ಡಿ.ಕೆ.ಶಿವಕುಮಾರ್ ನೇತೃತ್ವದಲ್ಲಿ ಸರ್ಕಾರ ಉತ್ತಮ ಆಡಳಿತ ನೀಡುತ್ತಿದೆ. ಗ್ಯಾರಂಟಿ ಯೋಜನೆಗಳು ಜನರ ಬದುಕನ್ನು ಬದಲಾಯಿಸಿವೆ. ಮುಂದಿನ ಚುನಾವಣೆಯಲ್ಲಿ ಪಕ್ಷ ಮತ್ತೆ ಅಧಿಕಾರಕ್ಕೆ ಬರುವುದು ಖಚಿತ ಎಂದು ಹೇಳಿದರು. ಮುಖಂಡರು ಉಪಸ್ಥಿತರಿದ್ದರು. [532, 1144, 654, 1258]
show-count: 4 ಪ್ರದರ್ಶನಗಳು [781, 587, 884, 599]
film-title: ಅಂಧಗಾನ್ (ತ) + ಬೈಸನ್ (ತ) [658, 613, 781, 625]
mvc-title: ಮೈಸೂರು ವಿಷನ್ ಸಿನಿಮಾ [752, 889, 858, 904]
theatre-row [658, 469, 884, 483]
mall-row [662, 1035, 886, 1047]
drc-logo-text: DRC [684, 766, 724, 786]
screen-row [662, 925, 886, 946]
theatre-name: ಪದ್ಮ [658, 469, 781, 483]
article-body-col4: ವರ್ಷಗಳ ನಂತರ ಪ್ರತಿ ಮನೆಗೂ ಐದು ಗ್ಯಾರಂಟಿ ಯೋಜನೆಗಳ ಮೂಲಕ ಕನಿಷ್ಠ 4,500 ರೂ.ನಿಂದ ಗರಿಷ್ಠ 9 ಸಾವಿರ ರೂ. ನೆರವು ಸಿಗುತ್ತಿದೆ. [294, 1324, 406, 1365]
registration-dot-black [876, 1378, 884, 1386]
article-body-col3: ಪ್ರಾಧಿಕಾರದ ಅಧಿಕಾರಿಗಳು ಸೂಚನೆ ನೀಡಿದ್ದರೂ ಅವರು ಅಂಗಡಿ ತೆರವುಗೊಳಿಸಿರಲಿಲ್ಲ. ಈ ಹಿನ್ನೆಲೆಯಲ್ಲಿ ಪ್ರಾಧಿಕಾರದ ಸಿಬ್ಬಂದಿ ಪೊಲೀಸರ ನೆರವಿನೊಂದಿಗೆ ಕಾರ್ಯಾಚರಣೆ ನಡೆಸಿ ನಾಲ್ಕು ಮಳಿಗೆಗಳನ್ನು ತೆರವು ಮಾಡಿದರು. ಈ ವೇಳೆ ವ್ಯಾಪಾರಿಗಳು ವಿರೋಧ ವ್ಯಕ್ತಪಡಿಸಿದರು. ಅಕ್ರಮ ಮಳಿಗೆಗಳೂ ತೆರವು: ಮಲ್ಟಿಲೆವೆಲ್ ಪಾರ್ಕಿಂಗ್ ಕಟ್ಟಡದಿಂದ ಚಾಮುಂಡೇಶ್ವರಿ ದೇವಾಲಯಕ್ಕೆ ಬರುವ ಮಾರ್ಗದಲ್ಲಿ ವ್ಯಾಪಾರಿಗಳು ವಿವಿಧ ವಸ್ತುಗಳನ್ನು ರಸ್ತೆ ಮೇಲೆ ಮಾರಾಟ ಮಾಡುತ್ತಿದ್ದಾರೆ. ಭಕ್ತರಿಗೆ ಸಮಸ್ಯೆಯಾಗುತ್ತಿದೆ. ಅಲ್ಲದೆ, ದೇವಾಲಯದ ಮುಂಭಾಗದ ಬಳಿಯೂ ಅನಧಿಕೃತ ತಿಂಡಿ-ತಿನಿಸುಗಳನ್ನು ಮಾರಾಟ ಮಾಡುವ ಗಾಡಿಗಳನ್ನು ನಿಲ್ಲಿಸಿಕೊಂಡು ವ್ಯಾಪಾರ ಮಾಡುತ್ತಿದ್ದಾರೆ. ಅವುಗಳನ್ನು ತೆರವು ಮಾಡಬೇಕೆಂದು ಸ್ಥಳೀಯರು ಆಗ್ರಹಿಸಿದ್ದಾರೆ. [566, 160, 654, 398]
mall-showtimes: ಕೆ-ರ್‍ಯಾಂಪ್ (ತೆ): ಸಂ: 4.15ಕ್ಕೆ, ರಾ: 10.10ಕ್ಕೆ [662, 1119, 886, 1131]
theatre-name: ಮಹದೇಶ್ವರ [658, 547, 781, 561]
award-photo [58, 765, 206, 883]
mall-row [662, 1107, 886, 1119]
mall-row [662, 1059, 886, 1071]
screen-showtimes: ಕಾಂತಾರ ಚಾಪ್ಟರ್ 1(ಕ): ಮ.1.00ಕ್ಕೆ, ರಾ.7.10ಕ್ಕೆ, ರಾ.10.30ಕ್ಕೆ, ಡ್ಯೂಡ್ (ತ): ಬೆ.10.10ಕ್ಕೆ, ಸಂ.4.20ಕ್ಕೆ [686, 803, 886, 824]
show-count: – [781, 691, 884, 703]
screen-row [662, 845, 886, 866]
side-headline: ಕೆಪಿಸಿಸಿ ಸದಸ್ಯ ಎಚ್.ವಿ. ರಾಜೀವ್ ಅಭಿಮತ [506, 1100, 654, 1138]
